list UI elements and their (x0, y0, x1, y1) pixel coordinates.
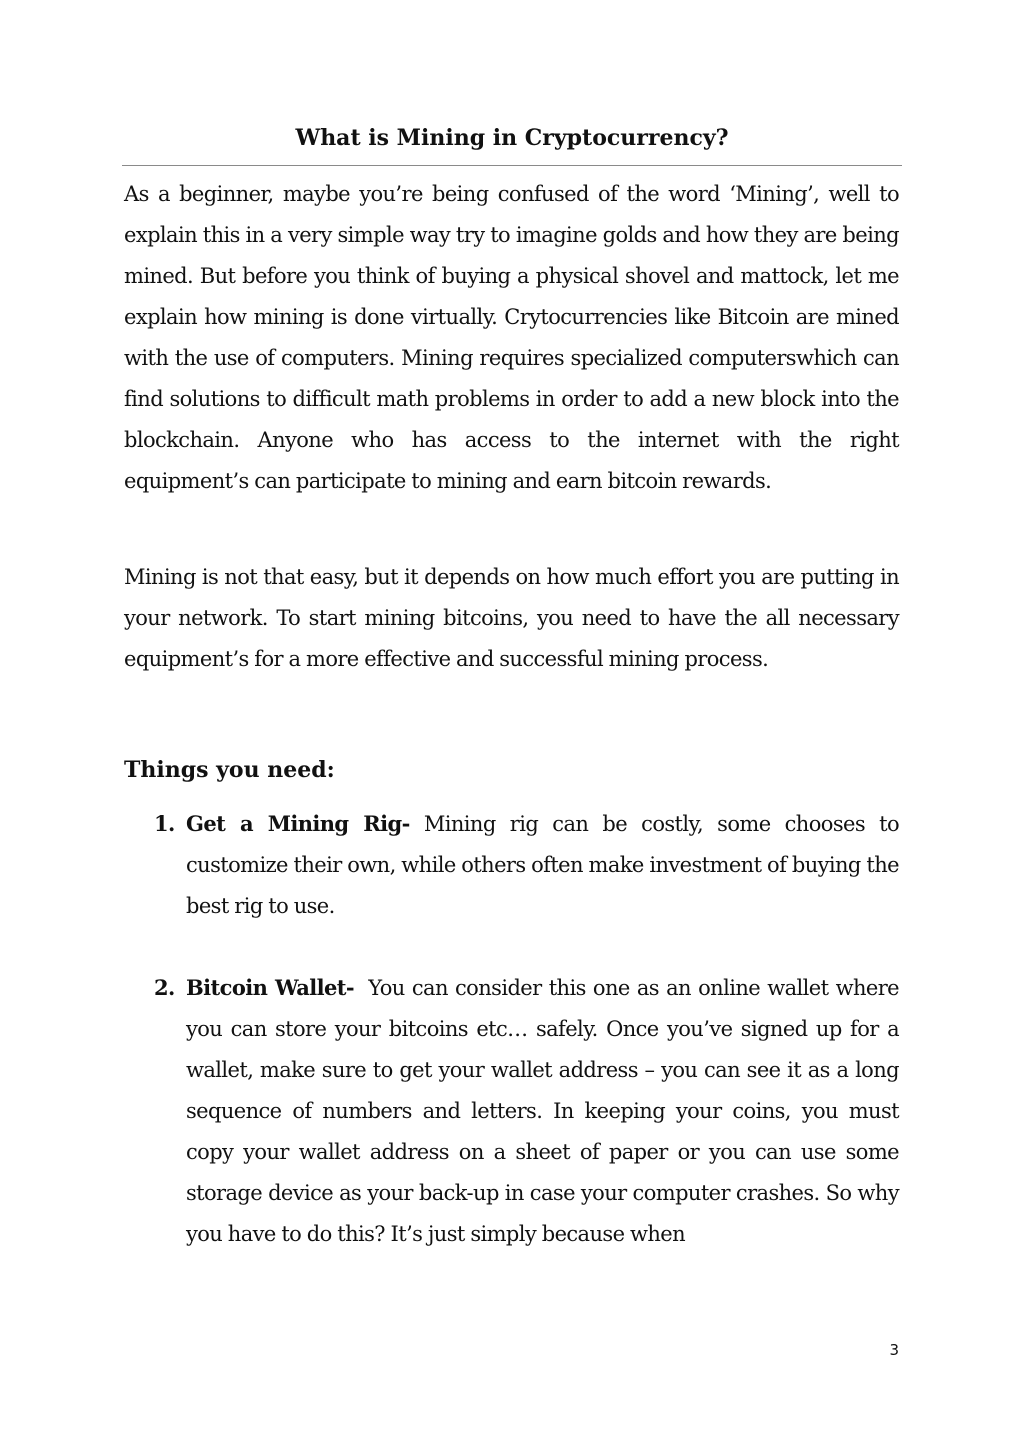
page-number: 3 (889, 1341, 899, 1359)
list-item-heading: Get a Mining Rig- (186, 811, 410, 836)
title-divider (122, 165, 902, 166)
list-item (154, 803, 899, 927)
list-item-number: 2. (154, 975, 175, 1000)
list-item-number: 1. (154, 811, 175, 836)
list-item-text: You can consider this one as an online wallet where you can store your bitcoins etc… safely. Once you’ve signed up for a wallet, make sure to get your wallet address – you can see it as a long sequence of numbers and letters. In keeping your coins, you must copy your wallet address on a sheet of paper or you can use some storage device as your back-up in case your computer crashes. So why you have to do this? It’s just simply because when (186, 976, 899, 1246)
intro-paragraph: As a beginner, maybe you’re being confused of the word ‘Mining’, well to explain this in a very simple way try to imagine golds and how they are being mined. But before you think of buying a physical shovel and mattock, let me explain how mining is done virtually. Crytocurrencies like Bitcoin are mined with the use of computers. Mining requires specialized computerswhich can find solutions to difficult math problems in order to add a new block into the blockchain. Anyone who has access to the internet with the right equipment’s can participate to mining and earn bitcoin rewards. (124, 182, 899, 493)
page-title: What is Mining in Cryptocurrency? (295, 125, 729, 151)
second-paragraph: Mining is not that easy, but it depends on how much effort you are putting in your network. To start mining bitcoins, you need to have the all necessary equipment’s for a more effective and successful mining process. (124, 565, 899, 671)
list-item-heading: Bitcoin Wallet- (186, 975, 354, 1000)
section-heading: Things you need: (124, 757, 335, 783)
list-item-text: Mining rig can be costly, some chooses to customize their own, while others often make investment of buying the best rig to use. (186, 812, 899, 918)
list-item (154, 967, 899, 1255)
